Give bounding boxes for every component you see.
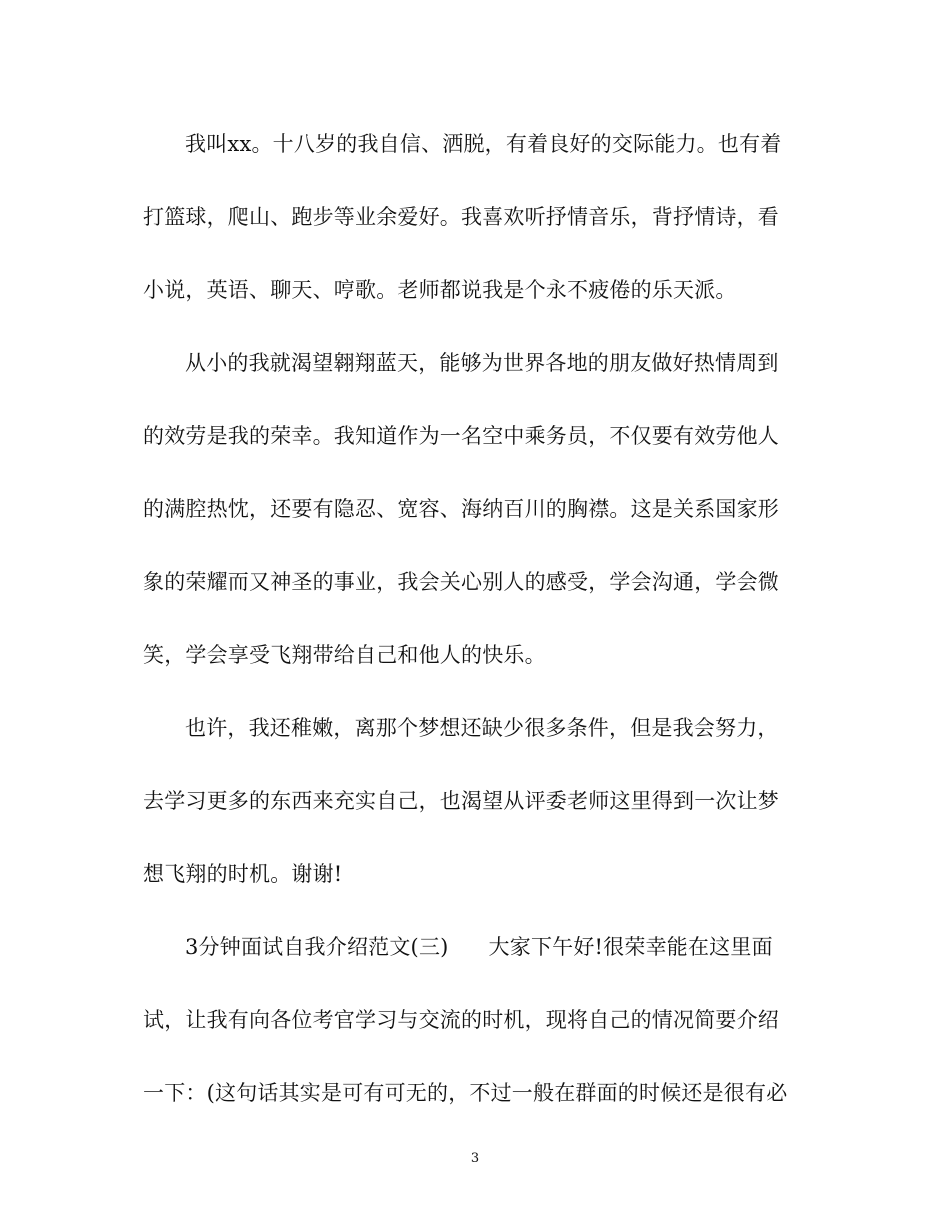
text-line: 一下：(这句话其实是可有可无的，不过一般在群面的时候还是很有必 bbox=[143, 1081, 788, 1105]
text-line: 的满腔热忱，还要有隐忍、宽容、海纳百川的胸襟。这是关系国家形 bbox=[143, 497, 779, 521]
text-line: 的效劳是我的荣幸。我知道作为一名空中乘务员，不仅要有效劳他人 bbox=[143, 424, 779, 448]
text-line: 想飞翔的时机。谢谢! bbox=[143, 862, 343, 886]
text-line: 笑，学会享受飞翔带给自己和他人的快乐。 bbox=[143, 643, 546, 667]
text-line: 去学习更多的东西来充实自己，也渴望从评委老师这里得到一次让梦 bbox=[143, 789, 779, 813]
text-line: 象的荣耀而又神圣的事业，我会关心别人的感受，学会沟通，学会微 bbox=[143, 570, 779, 594]
text-line: 从小的我就渴望翱翔蓝天，能够为世界各地的朋友做好热情周到 bbox=[185, 351, 779, 375]
section-heading: 3分钟面试自我介绍范文(三) bbox=[185, 935, 449, 959]
paragraph-start: 大家下午好!很荣幸能在这里面 bbox=[488, 935, 773, 959]
text-line: 我叫xx。十八岁的我自信、洒脱，有着良好的交际能力。也有着 bbox=[185, 132, 782, 156]
text-line bbox=[185, 934, 813, 960]
text-line: 打篮球，爬山、跑步等业余爱好。我喜欢听抒情音乐，背抒情诗，看 bbox=[143, 205, 779, 229]
text-line: 小说，英语、聊天、哼歌。老师都说我是个永不疲倦的乐天派。 bbox=[143, 278, 737, 302]
text-line: 也许，我还稚嫩，离那个梦想还缺少很多条件，但是我会努力， bbox=[185, 716, 779, 740]
page-number: 3 bbox=[470, 1151, 480, 1166]
text-line: 试，让我有向各位考官学习与交流的时机，现将自己的情况简要介绍 bbox=[143, 1008, 779, 1032]
